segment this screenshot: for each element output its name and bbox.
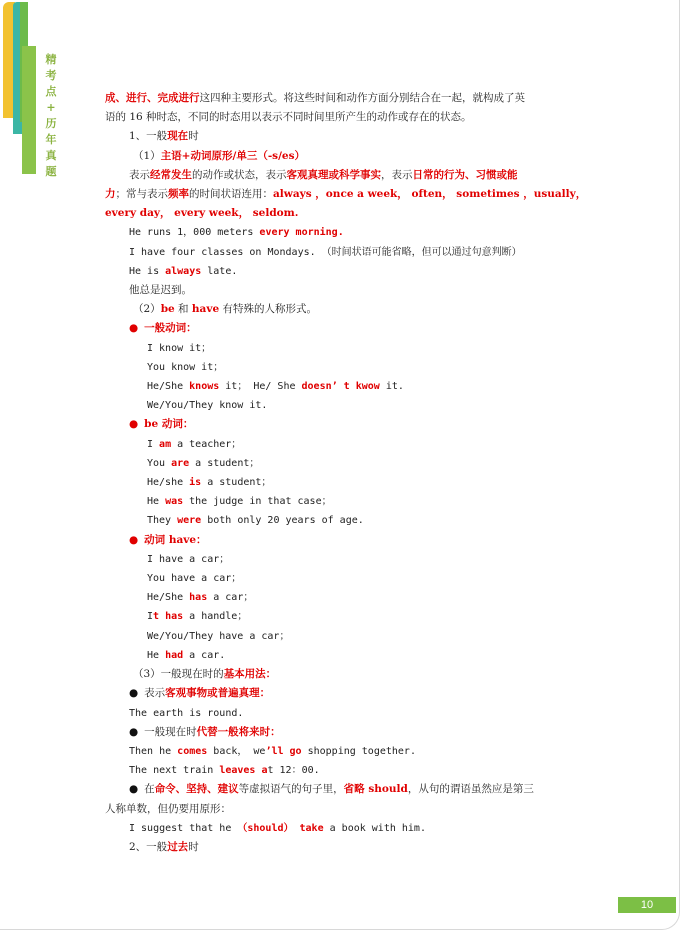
example-sentence: I am a teacher； bbox=[147, 438, 242, 450]
example-sentence: I have four classes on Mondays. （时间状语可能省略，但可以通过句意判断） bbox=[129, 246, 522, 258]
side-label-char: 真 bbox=[45, 149, 57, 162]
example-sentence: It has a handle； bbox=[147, 611, 248, 623]
bullet-icon: ● bbox=[129, 533, 139, 546]
bullet-icon: ● bbox=[129, 322, 139, 335]
subsection-heading: （1）主语+动词原形/单三（-s/es） bbox=[133, 149, 306, 162]
section-heading: 2、一般过去时 bbox=[129, 840, 199, 853]
side-label-char: 年 bbox=[45, 133, 57, 146]
section-heading: 1、一般现在时 bbox=[129, 130, 199, 143]
subsection-heading: （3）一般现在时的基本用法： bbox=[133, 668, 277, 681]
bullet-line: ● 在命令、坚持、建议等虚拟语气的句子里，省略 should，从句的谓语虽然应是第三 bbox=[129, 783, 534, 796]
bullet-heading: ● 动词 have： bbox=[129, 533, 207, 546]
bullet-heading: ● 一般现在时代替一般将来时： bbox=[129, 725, 281, 738]
example-sentence: He runs 1，000 meters every morning. bbox=[129, 227, 344, 239]
example-sentence: You are a student； bbox=[147, 457, 260, 469]
side-label-char: 历 bbox=[45, 117, 57, 130]
example-sentence: I suggest that he （should） take a book with him. bbox=[129, 822, 426, 834]
example-sentence: The next train leaves at 12：00. bbox=[129, 765, 320, 777]
text-line: 人称单数，但仍要用原形： bbox=[105, 802, 231, 815]
text-line: every day， every week， seldom. bbox=[105, 207, 299, 220]
bullet-heading: ● 表示客观事物或普遍真理： bbox=[129, 687, 271, 700]
example-sentence: The earth is round. bbox=[129, 707, 244, 719]
bullet-icon: ● bbox=[129, 725, 139, 738]
example-sentence: He/She knows it； He/ She doesn’ t kwow it. bbox=[147, 381, 404, 393]
text-line: 力；常与表示频率的时间状语连用：always ，once a week， often， sometimes ，usually， bbox=[105, 188, 587, 201]
text-line: 成、进行、完成进行这四种主要形式。将这些时间和动作方面分别结合在一起，就构成了英 bbox=[105, 92, 525, 104]
example-sentence: They were both only 20 years of age. bbox=[147, 515, 364, 527]
example-sentence: We/You/They have a car； bbox=[147, 630, 290, 642]
example-sentence: He was the judge in that case； bbox=[147, 496, 332, 508]
document-body bbox=[105, 89, 587, 857]
bullet-heading: ● be 动词： bbox=[129, 418, 194, 431]
example-sentence: I have a car； bbox=[147, 553, 230, 565]
side-label-char: 精 bbox=[45, 53, 57, 66]
page-number-badge: 10 bbox=[618, 897, 676, 913]
side-label-char: 题 bbox=[45, 165, 57, 178]
bullet-icon: ● bbox=[129, 418, 139, 431]
bullet-icon: ● bbox=[129, 783, 139, 796]
side-label-char: 考 bbox=[45, 69, 57, 82]
bullet-icon: ● bbox=[129, 687, 139, 700]
example-sentence: He is always late. bbox=[129, 265, 238, 277]
text-line: 语的 16 种时态，不同的时态用以表示不同时间里所产生的动作或存在的状态。 bbox=[105, 111, 472, 124]
side-label-char: 点 bbox=[45, 85, 57, 98]
subsection-heading: （2）be 和 have 有特殊的人称形式。 bbox=[133, 303, 317, 316]
example-sentence: He/she is a student； bbox=[147, 477, 272, 489]
text-line: 表示经常发生的动作或状态，表示客观真理或科学事实，表示日常的行为、习惯或能 bbox=[129, 168, 518, 181]
side-label-char: + bbox=[46, 101, 56, 114]
example-sentence: He had a car. bbox=[147, 649, 226, 661]
translation-line: 他总是迟到。 bbox=[129, 284, 192, 297]
example-sentence: You know it； bbox=[147, 361, 224, 373]
section-side-label bbox=[42, 52, 60, 180]
example-sentence: I know it； bbox=[147, 342, 212, 354]
example-sentence: Then he comes back， we’ll go shopping together. bbox=[129, 745, 416, 757]
bullet-heading: ● 一般动词： bbox=[129, 322, 197, 335]
decor-side-strip bbox=[22, 46, 36, 174]
example-sentence: He/She has a car； bbox=[147, 592, 254, 604]
example-sentence: You have a car； bbox=[147, 573, 242, 585]
example-sentence: We/You/They know it. bbox=[147, 400, 268, 412]
